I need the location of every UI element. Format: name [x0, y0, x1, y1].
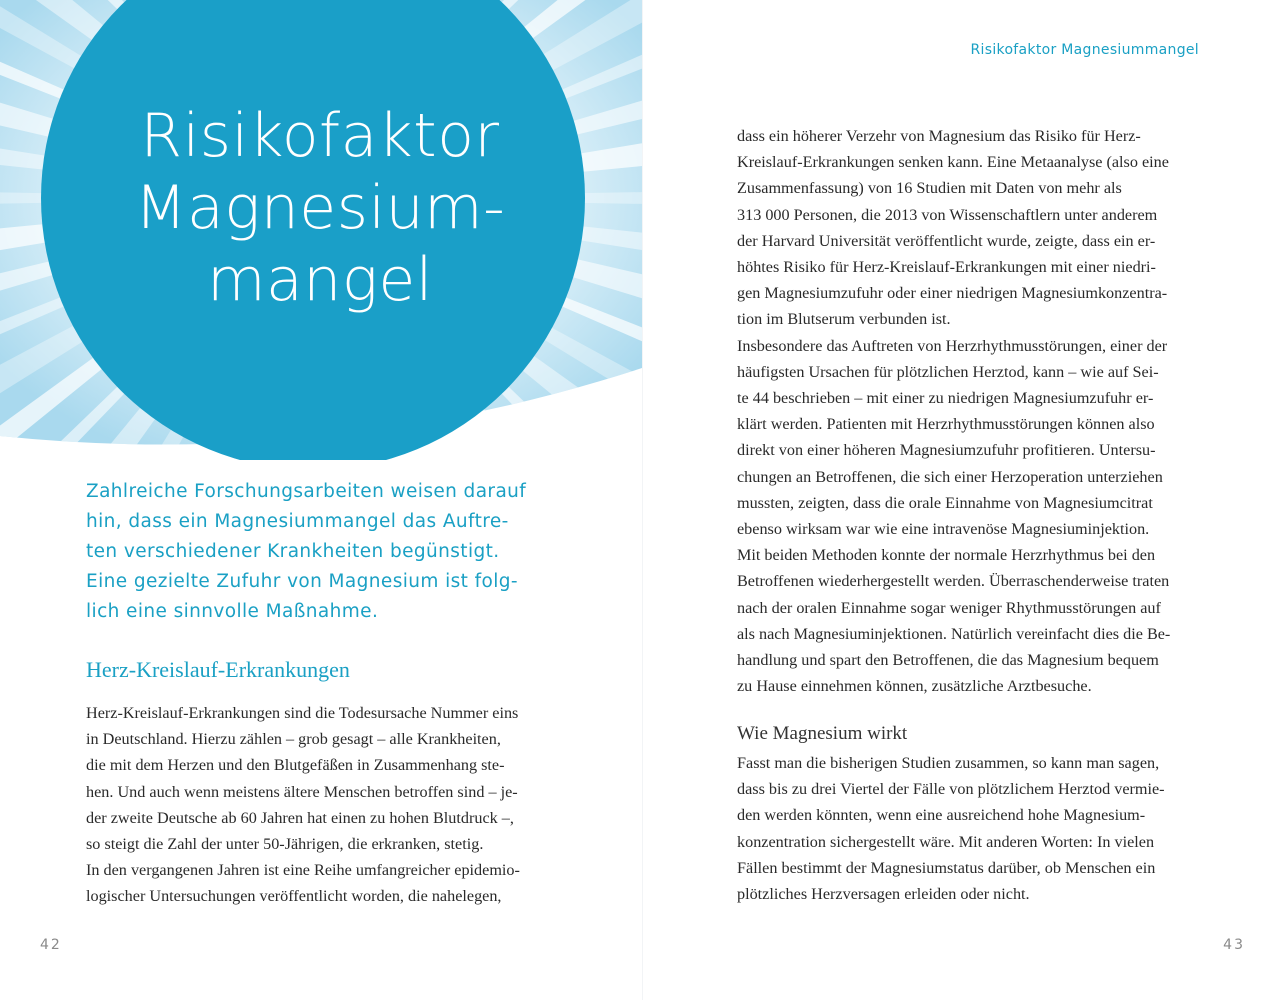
text-line: häufigsten Ursachen für plötzlichen Herztod, kann – wie auf Sei-	[737, 362, 1159, 381]
intro-paragraph	[86, 477, 556, 627]
body-paragraph-right	[737, 123, 1207, 699]
text-line: tion im Blutserum verbunden ist.	[737, 310, 951, 329]
text-line: konzentration sichergestellt wäre. Mit anderen Worten: In vielen	[737, 832, 1155, 851]
text-line: klärt werden. Patienten mit Herzrhythmusstörungen können also	[737, 415, 1155, 434]
text-line: dass ein höherer Verzehr von Magnesium das Risiko für Herz-	[737, 127, 1141, 145]
subheading: Wie Magnesium wirkt	[737, 723, 908, 744]
text-line: in Deutschland. Hierzu zählen – grob gesagt – alle Krankheiten,	[86, 730, 501, 749]
text-line: der Harvard Universität veröffentlicht wurde, zeigte, dass ein er-	[737, 231, 1156, 250]
page-number-left: 42	[40, 937, 62, 953]
text-line: dass bis zu drei Viertel der Fälle von plötzlichem Herztod vermie-	[737, 780, 1165, 799]
text-line: den werden könnten, wenn eine ausreichend hohe Magnesium-	[737, 806, 1146, 825]
text-line: nach der oralen Einnahme sogar weniger Rhythmusstörungen auf	[737, 598, 1161, 617]
text-line: te 44 beschrieben – mit einer zu niedrigen Magnesiumzufuhr er-	[737, 389, 1154, 408]
text-line: logischer Untersuchungen veröffentlicht worden, die nahelegen,	[86, 887, 502, 906]
text-line: Betroffenen wiederhergestellt werden. Überraschenderweise traten	[737, 572, 1170, 591]
text-line: Zusammenfassung) von 16 Studien mit Daten von mehr als	[737, 179, 1122, 198]
text-line: so steigt die Zahl der unter 50-Jährigen, die erkranken, stetig.	[86, 835, 484, 854]
text-line: direkt von einer höheren Magnesiumzufuhr profitieren. Untersu-	[737, 441, 1156, 460]
text-line: mussten, zeigten, dass die orale Einnahme von Magnesiumcitrat	[737, 493, 1153, 512]
page-number-right: 43	[1223, 937, 1245, 953]
text-line: ebenso wirksam war wie eine intravenöse Magnesiuminjektion.	[737, 520, 1150, 539]
running-head: Risikofaktor Magnesiummangel	[970, 42, 1199, 58]
chapter-title-line: mangel	[207, 245, 433, 315]
intro-line: Zahlreiche Forschungsarbeiten weisen darauf	[86, 481, 527, 502]
intro-line: hin, dass ein Magnesiummangel das Auftre-	[86, 511, 509, 532]
text-line: Fasst man die bisherigen Studien zusammen, so kann man sagen,	[737, 754, 1160, 772]
text-line: der zweite Deutsche ab 60 Jahren hat einen zu hohen Blutdruck –,	[86, 808, 514, 827]
body-paragraph-right-2	[737, 750, 1207, 907]
section-heading: Herz-Kreislauf-Erkrankungen	[86, 657, 350, 682]
text-line: plötzliches Herzversagen erleiden oder nicht.	[737, 885, 1030, 904]
text-line: chungen an Betroffenen, die sich einer Herzoperation unterziehen	[737, 467, 1163, 486]
body-paragraph-left	[86, 700, 556, 910]
text-line: die mit dem Herzen und den Blutgefäßen in Zusammenhang ste-	[86, 756, 505, 775]
text-line: hen. Und auch wenn meistens ältere Menschen betroffen sind – je-	[86, 782, 518, 801]
text-line: Mit beiden Methoden konnte der normale Herzrhythmus bei den	[737, 546, 1156, 565]
intro-line: lich eine sinnvolle Maßnahme.	[86, 601, 379, 622]
intro-line: ten verschiedener Krankheiten begünstigt.	[86, 541, 500, 562]
text-line: als nach Magnesiuminjektionen. Natürlich vereinfacht dies die Be-	[737, 624, 1171, 643]
text-line: In den vergangenen Jahren ist eine Reihe umfangreicher epidemio-	[86, 861, 520, 880]
text-line: Fällen bestimmt der Magnesiumstatus darüber, ob Menschen ein	[737, 858, 1156, 877]
text-line: Kreislauf-Erkrankungen senken kann. Eine Metaanalyse (also eine	[737, 153, 1169, 172]
chapter-title-line: Magnesium-	[134, 173, 506, 243]
text-line: zu Hause einnehmen können, zusätzliche Arztbesuche.	[737, 677, 1092, 696]
text-line: gen Magnesiumzufuhr oder einer niedrigen Magnesiumkonzentra-	[737, 284, 1168, 303]
intro-line: Eine gezielte Zufuhr von Magnesium ist folg-	[86, 571, 519, 592]
text-line: höhtes Risiko für Herz-Kreislauf-Erkrankungen mit einer niedri-	[737, 258, 1156, 277]
chapter-title	[80, 100, 560, 316]
text-line: Herz-Kreislauf-Erkrankungen sind die Todesursache Nummer eins	[86, 704, 519, 722]
text-line: 313 000 Personen, die 2013 von Wissenschaftlern unter anderem	[737, 205, 1158, 224]
spread-gutter	[642, 0, 643, 1000]
text-line: Insbesondere das Auftreten von Herzrhythmusstörungen, einer der	[737, 336, 1168, 355]
chapter-title-line: Risikofaktor	[140, 101, 500, 171]
text-line: handlung und spart den Betroffenen, die das Magnesium bequem	[737, 651, 1159, 670]
